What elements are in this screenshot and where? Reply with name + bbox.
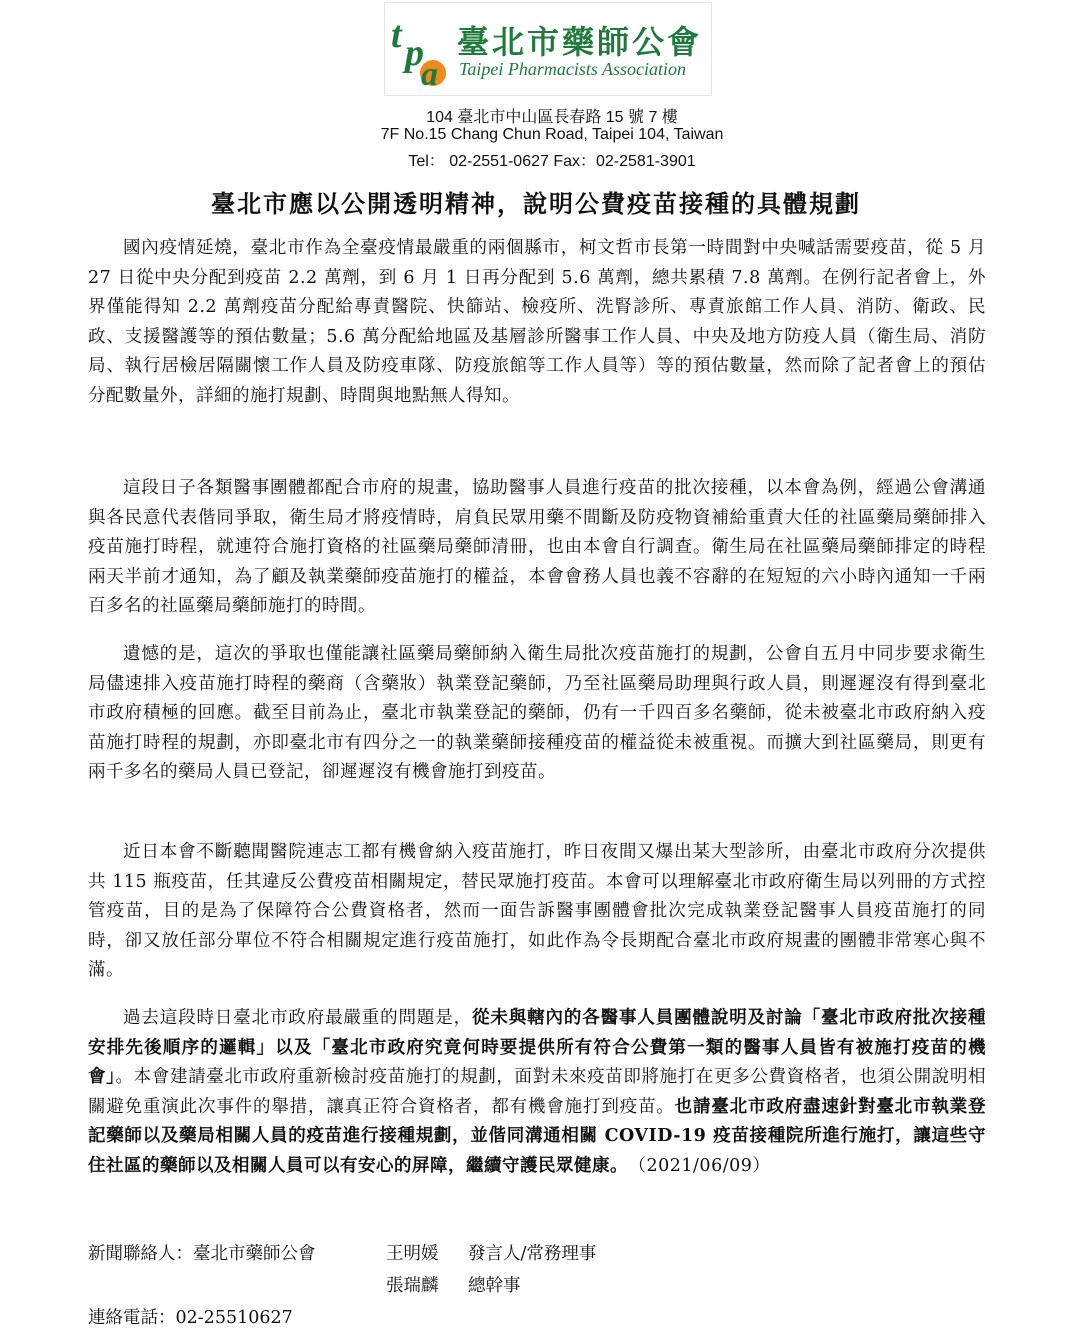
paragraph-5-bold-demand: 從未與轄內的各醫事人員團體說明及討論「臺北市政府批次接種安排先後順序的邏輯」以及「臺北市政府究竟何時要提供所有符合公費第一類的醫事人員皆有被施打疫苗的機會」 — [88, 1008, 987, 1088]
contact-person-2-title: 總幹事 — [468, 1276, 521, 1296]
address-cn: 104 臺北市中山區長春路 15 號 7 樓 — [426, 109, 678, 126]
paragraph-4: 近日本會不斷聽聞醫院連志工都有機會納入疫苗施打，昨日夜間又爆出某大型診所，由臺北市政府分次提供共 115 瓶疫苗，任其違反公費疫苗相關規定，替民眾施打疫苗。本會可以理解臺北市政府衛生局以列冊的方式控管疫苗，目的是為了保障符合公費資格者，然而一面告訴醫事團體會批次完成執業登記醫事人員疫苗施打的同時，卻又放任部分單位不符合相關規定進行疫苗施打，如此作為令長期配合臺北市政府規畫的團體非常寒心與不滿。 — [88, 842, 986, 981]
tpa-logo-mark — [389, 7, 449, 91]
tel-fax: Tel： 02-2551-0627 Fax：02-2581-3901 — [408, 153, 696, 170]
svg-text:a: a — [421, 56, 438, 91]
paragraph-2: 這段日子各類醫事團體都配合市府的規畫，協助醫事人員進行疫苗的批次接種，以本會為例，經過公會溝通與各民意代表偕同爭取，衛生局才將疫情時，肩負民眾用藥不間斷及防疫物資補給重責大任的社區藥局藥師排入疫苗施打時程，就連符合施打資格的社區藥局藥師清冊，也由本會自行調查。衛生局在社區藥局藥師排定的時程兩天半前才通知，為了顧及執業藥師疫苗施打的權益，本會會務人員也義不容辭的在短短的六小時內通知一千兩百多名的社區藥局藥師施打的時間。 — [88, 478, 986, 617]
svg-text:p: p — [405, 32, 424, 74]
paragraph-3: 遺憾的是，這次的爭取也僅能讓社區藥局藥師納入衛生局批次疫苗施打的規劃，公會自五月中同步要求衛生局儘速排入疫苗施打時程的藥商（含藥妝）執業登記藥師，乃至社區藥局助理與行政人員，則遲遲沒有得到臺北市政府積極的回應。截至目前為止，臺北市執業登記的藥師，仍有一千四百多名藥師，從未被臺北市政府納入疫苗施打時程的規劃，亦即臺北市有四分之一的執業藥師接種疫苗的權益從未被重視。而擴大到社區藥局，則更有兩千多名的藥局人員已登記，卻遲遲沒有機會施打到疫苗。 — [88, 644, 986, 783]
paragraph-5-intro: 過去這段時日臺北市政府最嚴重的問題是， — [123, 1008, 473, 1028]
org-name-cn: 臺北市藥師公會 — [457, 23, 703, 61]
release-date: （2021/06/09） — [637, 1155, 771, 1176]
paragraph-1: 國內疫情延燒，臺北市作為全臺疫情最嚴重的兩個縣市，柯文哲市長第一時間對中央喊話需要疫苗，從 5 月 27 日從中央分配到疫苗 2.2 萬劑，到 6 月 1 日再分配到 5.6 萬劑，總共累積 7.8 萬劑。在例行記者會上，外界僅能得知 2.2 萬劑疫苗分配給專責醫院、快篩站、檢疫所、洗腎診所、專責旅館工作人員、消防、衛政、民政、支援醫護等的預估數量；5.6 萬分配給地區及基層診所醫事工作人員、中央及地方防疫人員（衛生局、消防局、執行居檢居隔關懷工作人員及防疫車隊、防疫旅館等工作人員等）等的預估數量，然而除了記者會上的預估分配數量外，詳細的施打規劃、時間與地點無人得知。 — [88, 238, 986, 406]
association-logo — [384, 2, 712, 96]
contact-phone: 連絡電話：02-25510627 — [88, 1308, 293, 1328]
contact-person-1-title: 發言人/常務理事 — [468, 1244, 597, 1264]
svg-text:t: t — [391, 14, 402, 56]
paragraph-5-middle: 。本會建請臺北市政府重新檢討疫苗施打的規劃，面對未來疫苗即將施打在更多公費資格者，也須公開說明相關避免重演此次事件的舉措，讓真正符合資格者，都有機會施打到疫苗。 — [88, 1067, 987, 1117]
paragraph-5 — [88, 1004, 986, 1182]
address-en: 7F No.15 Chang Chun Road, Taipei 104, Taiwan — [380, 126, 724, 143]
contact-label: 新聞聯絡人：臺北市藥師公會 — [88, 1244, 316, 1264]
contact-person-2-name: 張瑞麟 — [386, 1276, 439, 1296]
press-release-headline: 臺北市應以公開透明精神，說明公費疫苗接種的具體規劃 — [211, 189, 861, 218]
org-name-en: Taipei Pharmacists Association — [459, 59, 687, 79]
contact-person-1-name: 王明媛 — [386, 1244, 439, 1264]
paragraph-5-bold-request: 也請臺北市政府盡速針對臺北市執業登記藥師以及藥局相關人員的疫苗進行接種規劃，並偕同溝通相關 COVID-19 疫苗接種院所進行施打，讓這些守住社區的藥師以及相關人員可以有安心的屏障，繼續守護民眾健康。 — [88, 1096, 987, 1176]
